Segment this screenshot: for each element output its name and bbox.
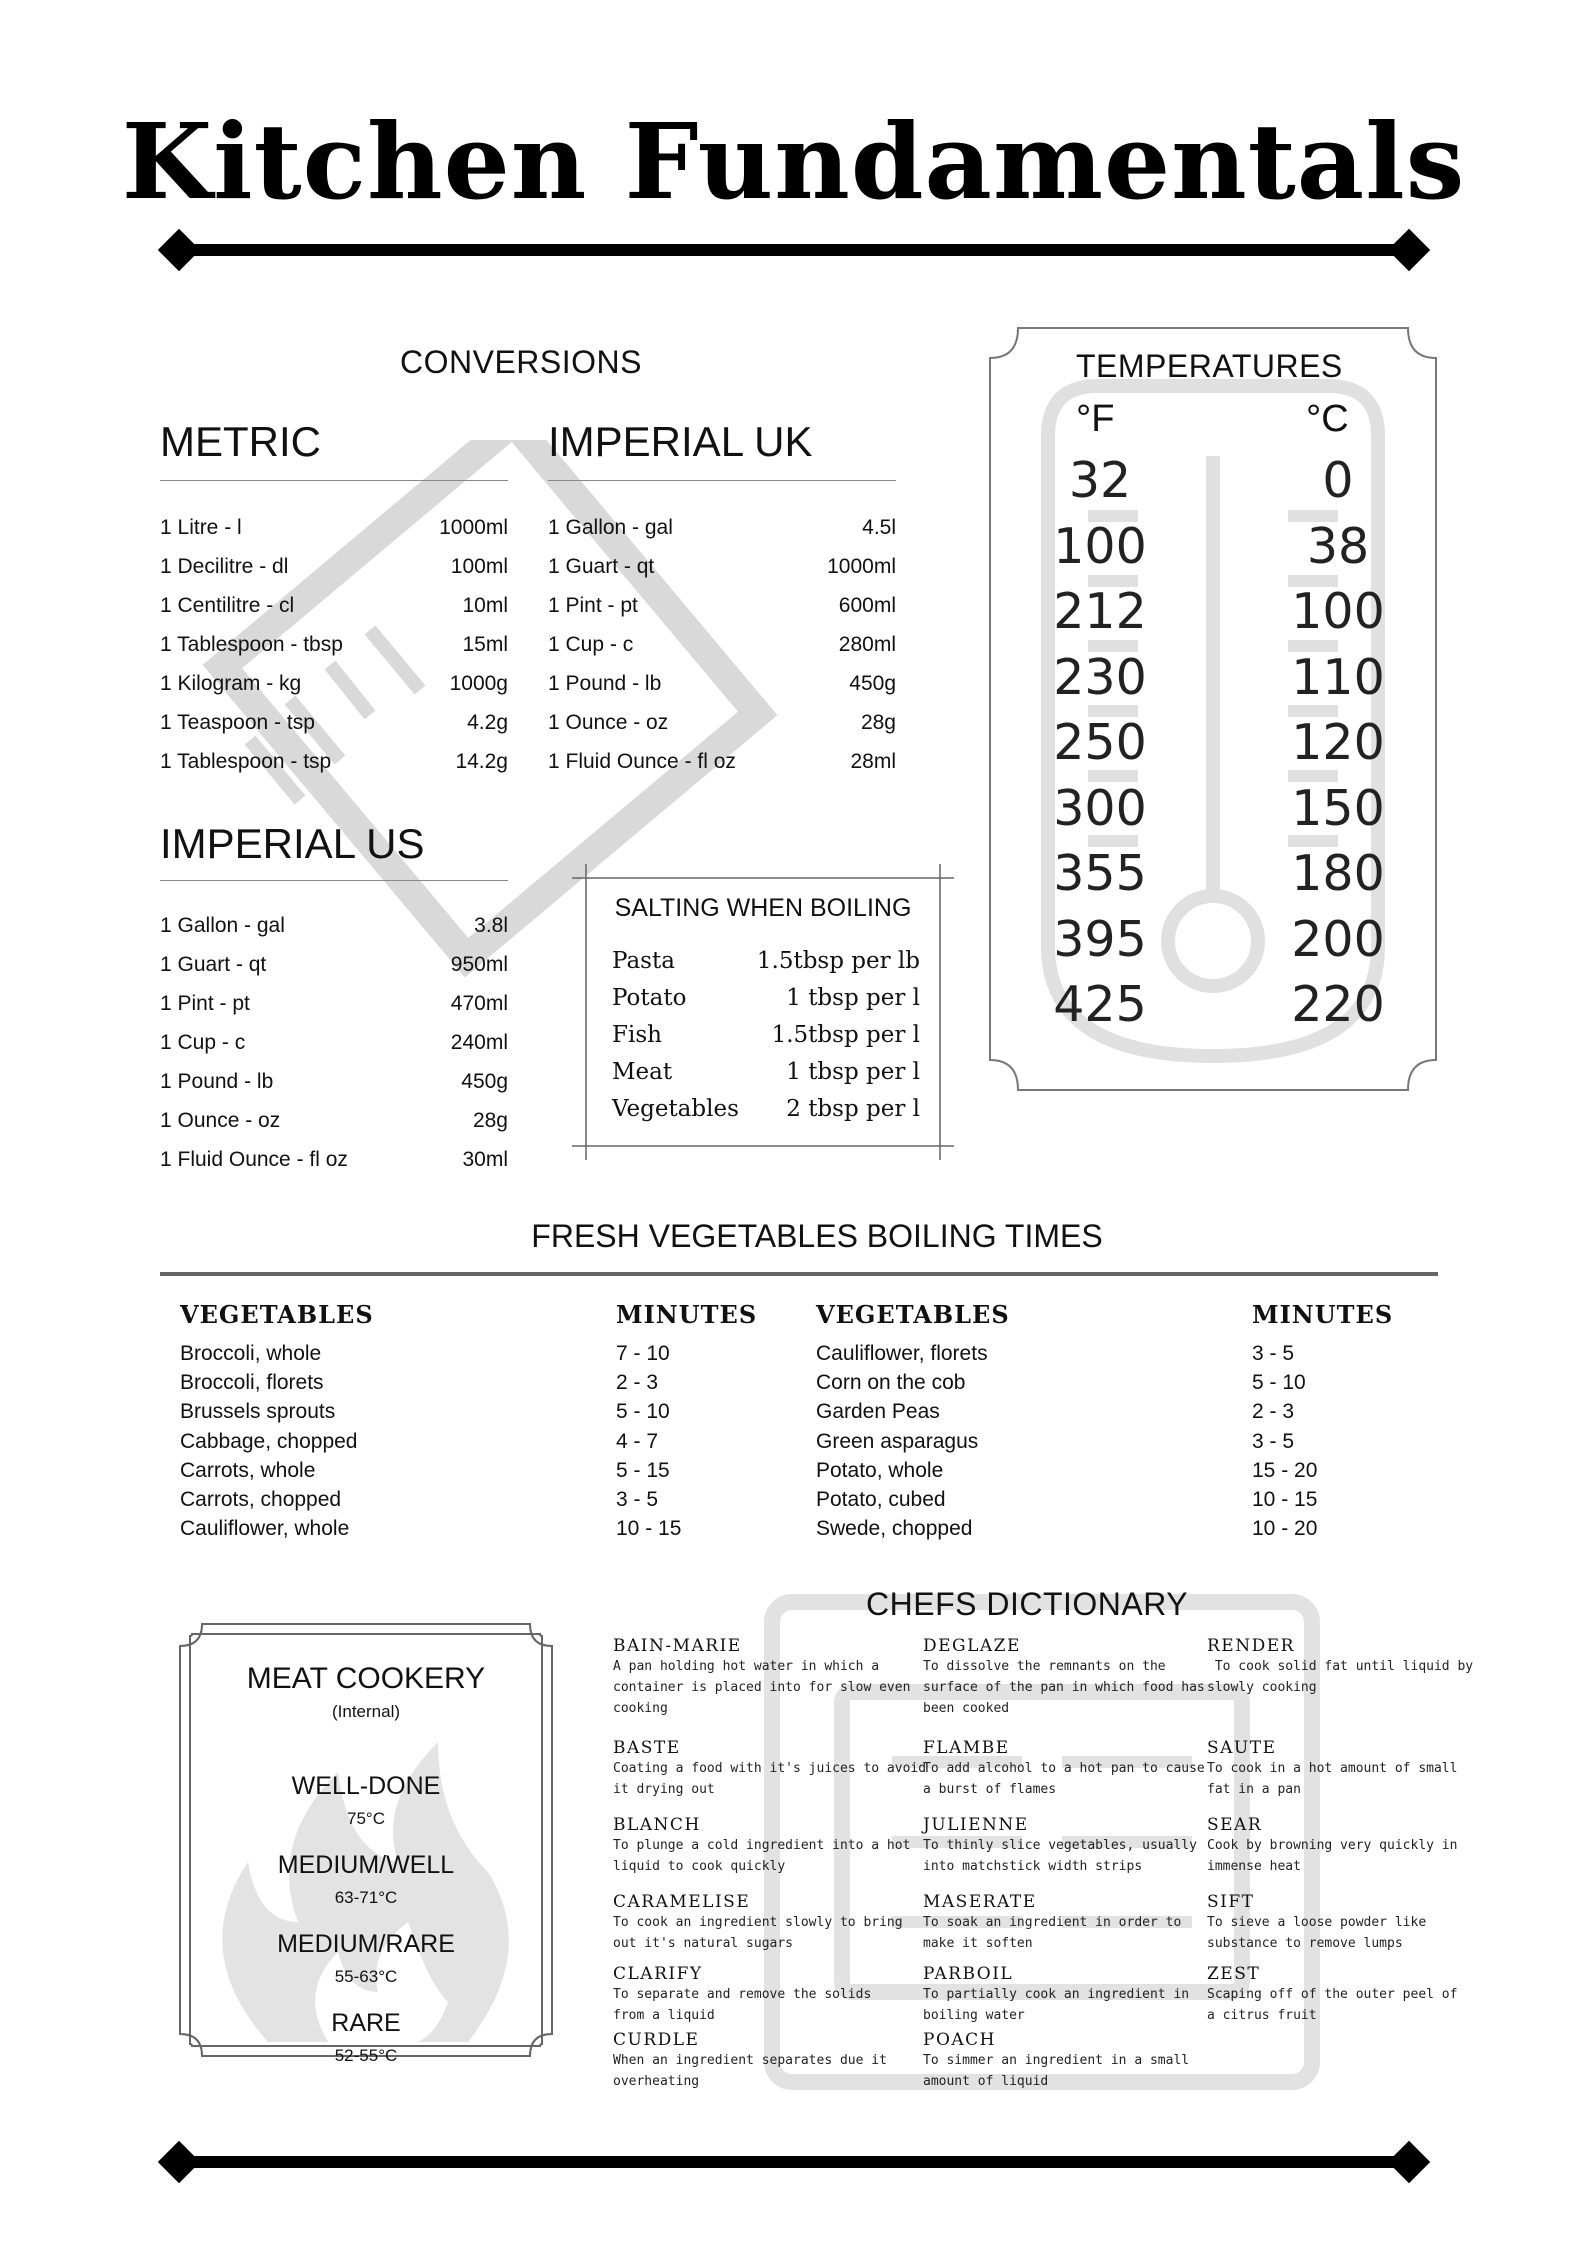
conversion-row [160, 555, 508, 579]
dictionary-term: CURDLE [613, 2030, 700, 2050]
conversion-unit: 1 Pound - lb [160, 1070, 274, 1093]
salting-row [612, 985, 920, 1011]
conversion-value: 28g [472, 1109, 508, 1132]
salting-row [612, 1096, 920, 1122]
doneness-temp: 55-63°C [334, 1967, 398, 1986]
conversion-row [160, 594, 508, 618]
conversion-value: 28g [860, 711, 896, 734]
boiling-minutes: 5 - 15 [616, 1458, 670, 1482]
dictionary-definition: slowly cooking [1207, 1680, 1317, 1695]
boiling-minutes: 2 - 3 [616, 1371, 659, 1395]
salting-item: Meat [612, 1059, 673, 1085]
boiling-minutes: 5 - 10 [1252, 1371, 1306, 1395]
bottom-divider-right-diamond [1388, 2141, 1430, 2183]
salting-row [612, 948, 920, 974]
boiling-minutes: 7 - 10 [616, 1342, 670, 1365]
vegetable-name: Broccoli, whole [180, 1342, 322, 1365]
dictionary-term: SAUTE [1207, 1738, 1277, 1758]
conversion-unit: 1 Litre - l [160, 516, 242, 539]
dictionary-term: BAIN-MARIE [613, 1636, 742, 1656]
dictionary-definition: Cook by browning very quickly in [1207, 1838, 1458, 1853]
dictionary-definition: a burst of flames [923, 1782, 1057, 1797]
conversion-unit: 1 Pound - lb [548, 672, 662, 695]
dictionary-term: FLAMBE [923, 1738, 1010, 1758]
dictionary-definition: cooking [613, 1701, 668, 1716]
conversion-unit: 1 Ounce - oz [160, 1109, 281, 1132]
conversion-value: 100ml [450, 555, 508, 578]
celsius-label: °C [1306, 398, 1349, 440]
doneness-name: MEDIUM/RARE [277, 1930, 455, 1958]
salting-item: Potato [612, 985, 687, 1011]
conversion-row [548, 633, 896, 657]
dictionary-definition: A pan holding hot water in which a [613, 1659, 880, 1674]
conversion-value: 470ml [450, 992, 508, 1015]
bottom-divider [172, 2156, 1416, 2168]
celsius-value: 220 [1291, 976, 1385, 1033]
dictionary-definition: make it soften [923, 1936, 1033, 1951]
boiling-minutes: 15 - 20 [1252, 1458, 1318, 1482]
boiling-underline [160, 1272, 1438, 1276]
dictionary-definition: Scaping off of the outer peel of [1207, 1987, 1458, 2002]
dictionary-definition: Coating a food with it's juices to avoid [613, 1761, 927, 1776]
vegetable-name: Corn on the cob [816, 1371, 966, 1395]
celsius-value: 180 [1291, 845, 1385, 902]
dictionary-definition: To cook in a hot amount of small [1207, 1761, 1458, 1776]
dictionary-term: JULIENNE [923, 1815, 1029, 1835]
boiling-left-min-header: MINUTES [616, 1300, 758, 1329]
doneness-temp: 63-71°C [334, 1888, 398, 1907]
conversion-unit: 1 Centilitre - cl [160, 594, 295, 617]
dictionary-definition: out it's natural sugars [613, 1936, 794, 1951]
conversion-value: 4.5l [862, 516, 896, 539]
dictionary-definition: amount of liquid [923, 2074, 1049, 2089]
vegetable-name: Cabbage, chopped [180, 1429, 358, 1453]
conversion-value: 1000ml [827, 555, 896, 578]
fahrenheit-value: 250 [1053, 714, 1147, 771]
vegetable-name: Swede, chopped [816, 1517, 973, 1541]
conversion-value: 28ml [850, 750, 896, 773]
conversion-unit: 1 Tablespoon - tsp [160, 750, 332, 773]
conversion-unit: 1 Ounce - oz [548, 711, 669, 734]
fahrenheit-value: 395 [1053, 910, 1147, 968]
conversion-unit: 1 Cup - c [548, 633, 634, 656]
conversion-row [548, 750, 896, 774]
boiling-minutes: 4 - 7 [616, 1429, 659, 1453]
boiling-left-veg-header: VEGETABLES [180, 1300, 374, 1329]
dictionary-definition: To plunge a cold ingredient into a hot [613, 1838, 911, 1853]
dictionary-definition: To partially cook an ingredient in [923, 1987, 1190, 2002]
dictionary-term: BASTE [613, 1738, 681, 1758]
salting-item: Fish [612, 1022, 662, 1048]
dictionary-term: BLANCH [613, 1815, 701, 1835]
top-divider-left-diamond [158, 229, 200, 271]
vegetable-name: Garden Peas [816, 1400, 940, 1424]
boiling-minutes: 10 - 15 [1252, 1488, 1318, 1511]
vegetable-name: Brussels sprouts [180, 1400, 336, 1424]
doneness-temp: 52-55°C [334, 2046, 398, 2065]
salting-item: Pasta [612, 948, 675, 974]
celsius-value: 150 [1291, 779, 1385, 837]
dictionary-definition: overheating [613, 2074, 700, 2089]
dictionary-definition: immense heat [1207, 1859, 1301, 1874]
conversion-row [160, 633, 508, 657]
boiling-right-min-header: MINUTES [1252, 1300, 1394, 1329]
imperial-us-underline [160, 880, 508, 881]
fahrenheit-value: 212 [1053, 583, 1147, 640]
imperial-us-heading: IMPERIAL US [160, 820, 425, 867]
dictionary-definition: To sieve a loose powder like [1207, 1915, 1427, 1930]
celsius-value: 200 [1291, 910, 1385, 968]
vegetable-name: Carrots, chopped [180, 1488, 342, 1511]
conversion-row [160, 750, 508, 774]
dictionary-term: RENDER [1207, 1636, 1295, 1656]
dictionary-term: POACH [923, 2030, 996, 2050]
conversion-value: 10ml [462, 594, 508, 617]
meat-subtitle: (Internal) [331, 1702, 401, 1721]
dictionary-definition: To cook an ingredient slowly to bring [613, 1915, 903, 1930]
vegetable-name: Cauliflower, florets [816, 1342, 988, 1365]
conversion-value: 1000ml [439, 516, 508, 539]
conversion-row [160, 1109, 508, 1133]
top-divider-right-diamond [1388, 229, 1430, 271]
boiling-minutes: 3 - 5 [616, 1488, 659, 1511]
boiling-title: FRESH VEGETABLES BOILING TIMES [531, 1218, 1103, 1254]
conversion-value: 30ml [462, 1148, 508, 1171]
dictionary-definition: To simmer an ingredient in a small [923, 2053, 1190, 2068]
salting-amount: 1 tbsp per l [786, 985, 920, 1011]
conversion-unit: 1 Guart - qt [160, 953, 267, 976]
boiling-right-veg-header: VEGETABLES [816, 1300, 1010, 1329]
celsius-value: 110 [1291, 648, 1385, 706]
boiling-minutes: 3 - 5 [1252, 1342, 1295, 1365]
fahrenheit-value: 300 [1053, 779, 1147, 837]
doneness-temp: 75°C [347, 1809, 385, 1828]
dictionary-definition: To cook solid fat until liquid by [1207, 1659, 1474, 1674]
fahrenheit-value: 32 [1068, 452, 1132, 509]
dictionary-definition: To dissolve the remnants on the [923, 1659, 1166, 1674]
conversion-unit: 1 Fluid Ounce - fl oz [160, 1148, 348, 1171]
boiling-minutes: 2 - 3 [1252, 1400, 1295, 1424]
salting-amount: 2 tbsp per l [786, 1096, 920, 1122]
conversion-row [160, 1070, 508, 1094]
dictionary-definition: it drying out [613, 1782, 715, 1797]
conversion-row [548, 711, 896, 735]
doneness-name: RARE [331, 2009, 401, 2037]
conversion-unit: 1 Cup - c [160, 1031, 246, 1054]
salting-row [612, 1059, 920, 1085]
conversion-unit: 1 Guart - qt [548, 555, 655, 578]
bottom-divider-left-diamond [158, 2141, 200, 2183]
page-title: Kitchen Fundamentals [121, 100, 1466, 223]
dictionary-definition: been cooked [923, 1701, 1010, 1716]
dictionary-definition: from a liquid [613, 2008, 715, 2023]
vegetable-name: Potato, cubed [816, 1488, 946, 1511]
conversion-value: 600ml [838, 594, 896, 617]
boiling-minutes: 10 - 20 [1252, 1517, 1318, 1541]
metric-heading: METRIC [160, 418, 321, 465]
imperial-uk-heading: IMPERIAL UK [548, 418, 813, 465]
dictionary-definition: surface of the pan in which food has [923, 1680, 1205, 1695]
conversion-row [160, 1031, 508, 1055]
conversion-unit: 1 Fluid Ounce - fl oz [548, 750, 736, 773]
boiling-minutes: 10 - 15 [616, 1517, 682, 1541]
dictionary-definition: To soak an ingredient in order to [923, 1915, 1182, 1930]
dictionary-term: CLARIFY [613, 1964, 703, 1984]
imperial-uk-underline [548, 480, 896, 481]
fahrenheit-value: 100 [1053, 517, 1147, 575]
conversions-title: CONVERSIONS [400, 344, 642, 380]
temperatures-title: TEMPERATURES [1076, 348, 1343, 384]
conversion-row [548, 672, 896, 696]
conversion-row [548, 594, 896, 618]
celsius-value: 0 [1322, 452, 1354, 509]
dictionary-term: PARBOIL [923, 1964, 1014, 1984]
dictionary-term: CARAMELISE [613, 1892, 751, 1912]
dictionary-definition: substance to remove lumps [1207, 1936, 1403, 1951]
fahrenheit-value: 230 [1053, 648, 1147, 706]
celsius-value: 38 [1306, 517, 1370, 575]
dictionary-definition: To thinly slice vegetables, usually [923, 1838, 1197, 1853]
conversion-row [160, 711, 508, 735]
conversion-value: 1000g [449, 672, 508, 695]
boiling-minutes: 5 - 10 [616, 1400, 670, 1424]
dictionary-title: CHEFS DICTIONARY [866, 1586, 1189, 1622]
conversion-value: 950ml [450, 953, 508, 976]
conversion-value: 15ml [462, 633, 508, 656]
conversion-value: 450g [461, 1070, 508, 1093]
dictionary-definition: To add alcohol to a hot pan to cause [923, 1761, 1205, 1776]
fahrenheit-value: 425 [1053, 976, 1147, 1033]
dictionary-definition: into matchstick width strips [923, 1859, 1143, 1874]
dictionary-definition: When an ingredient separates due it [613, 2053, 887, 2068]
dictionary-definition: To separate and remove the solids [613, 1987, 872, 2002]
conversion-unit: 1 Gallon - gal [548, 516, 673, 539]
salting-amount: 1 tbsp per l [786, 1059, 920, 1085]
salting-amount: 1.5tbsp per l [771, 1022, 920, 1048]
conversion-unit: 1 Tablespoon - tbsp [160, 633, 343, 656]
doneness-name: MEDIUM/WELL [277, 1851, 455, 1879]
dictionary-term: DEGLAZE [923, 1636, 1021, 1656]
conversion-row [548, 555, 896, 579]
conversion-row [548, 516, 896, 540]
boiling-minutes: 3 - 5 [1252, 1429, 1295, 1453]
dictionary-definition: boiling water [923, 2008, 1025, 2023]
salting-title: SALTING WHEN BOILING [614, 894, 912, 922]
dictionary-definition: a citrus fruit [1207, 2008, 1317, 2023]
dictionary-term: SIFT [1207, 1892, 1255, 1912]
conversion-unit: 1 Pint - pt [160, 992, 250, 1015]
dictionary-definition: liquid to cook quickly [613, 1859, 786, 1874]
fahrenheit-value: 355 [1053, 845, 1147, 902]
conversion-value: 3.8l [474, 914, 508, 937]
conversion-unit: 1 Teaspoon - tsp [160, 711, 315, 734]
conversion-row [160, 672, 508, 696]
conversion-row [160, 992, 508, 1016]
conversion-row [160, 953, 508, 977]
conversion-value: 14.2g [455, 750, 508, 773]
conversion-value: 4.2g [467, 711, 508, 734]
conversion-unit: 1 Kilogram - kg [160, 672, 302, 695]
salting-amount: 1.5tbsp per lb [756, 948, 920, 974]
dictionary-term: ZEST [1207, 1964, 1261, 1984]
conversion-value: 450g [849, 672, 896, 695]
conversion-value: 240ml [450, 1031, 508, 1054]
vegetable-name: Carrots, whole [180, 1458, 316, 1482]
salting-item: Vegetables [612, 1096, 739, 1122]
fahrenheit-label: °F [1076, 398, 1115, 440]
conversion-row [160, 914, 508, 938]
conversion-unit: 1 Gallon - gal [160, 914, 285, 937]
vegetable-name: Broccoli, florets [180, 1371, 324, 1395]
vegetable-name: Green asparagus [816, 1429, 979, 1453]
dictionary-term: MASERATE [923, 1892, 1037, 1912]
conversion-unit: 1 Pint - pt [548, 594, 638, 617]
conversion-row [160, 1148, 508, 1172]
celsius-value: 120 [1291, 714, 1385, 771]
conversion-unit: 1 Decilitre - dl [160, 555, 289, 578]
salting-row [612, 1022, 920, 1048]
vegetable-name: Potato, whole [816, 1458, 944, 1482]
conversion-row [160, 516, 508, 540]
vegetable-name: Cauliflower, whole [180, 1517, 350, 1541]
top-divider [172, 244, 1416, 256]
meat-title: MEAT COOKERY [246, 1662, 486, 1695]
metric-underline [160, 480, 508, 481]
dictionary-term: SEAR [1207, 1815, 1263, 1835]
dictionary-definition: fat in a pan [1207, 1782, 1301, 1797]
dictionary-definition: container is placed into for slow even [613, 1680, 911, 1695]
celsius-value: 100 [1291, 583, 1385, 640]
conversion-value: 280ml [838, 633, 896, 656]
doneness-name: WELL-DONE [291, 1772, 441, 1800]
